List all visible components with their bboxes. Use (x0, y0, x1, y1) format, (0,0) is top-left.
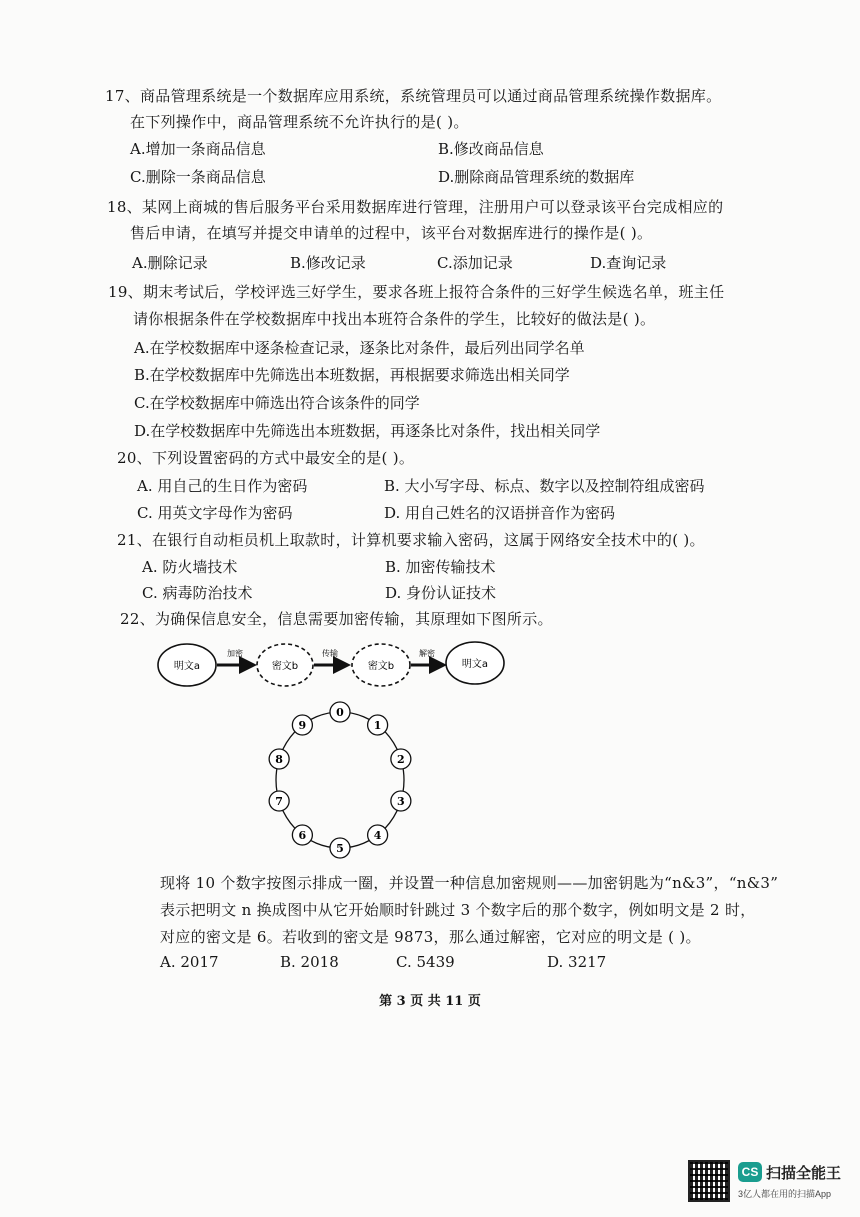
q18-stem-line2: 售后申请，在填写并提交申请单的过程中，该平台对数据库进行的操作是( )。 (130, 224, 653, 242)
flow-arrow-label: 解密 (419, 649, 435, 658)
q18-stem-line1: 18、某网上商城的售后服务平台采用数据库进行管理，注册用户可以登录该平台完成相应的 (107, 198, 724, 216)
ring-digit-label: 0 (336, 706, 344, 719)
flow-node-plaintext-start (158, 644, 216, 686)
ring-digit-node (368, 825, 388, 845)
ring-digit-node (391, 749, 411, 769)
q18-option-a: A.删除记录 (132, 254, 208, 272)
q17-option-d: D.删除商品管理系统的数据库 (438, 168, 635, 186)
q20-option-b: B. 大小写字母、标点、数字以及控制符组成密码 (384, 477, 705, 495)
q22-text-line1: 现将 10 个数字按图示排成一圈，并设置一种信息加密规则——加密钥匙为“n&3”，“n&3” (160, 874, 779, 892)
ring-digit-label: 7 (275, 795, 283, 809)
q17-option-c: C.删除一条商品信息 (130, 168, 266, 186)
q22-text-line3: 对应的密文是 6。若收到的密文是 9873，那么通过解密，它对应的明文是 ( )。 (160, 928, 701, 946)
q22-option-d: D. 3217 (547, 953, 607, 971)
ring-digit-label: 4 (373, 829, 382, 843)
q20-option-a: A. 用自己的生日作为密码 (137, 477, 308, 495)
ring-digit-label: 5 (336, 842, 344, 855)
ring-digit-node (330, 838, 350, 858)
flow-arrow-encrypt (217, 648, 254, 665)
flow-arrow-decrypt (411, 648, 444, 665)
q18-option-d: D.查询记录 (590, 254, 667, 272)
q21-option-c: C. 病毒防治技术 (142, 584, 253, 602)
flow-arrow-label: 传输 (322, 649, 338, 658)
brand-name: 扫描全能王 (766, 1165, 842, 1182)
q22-option-c: C. 5439 (396, 953, 455, 971)
q19-stem-line2: 请你根据条件在学校数据库中找出本班符合条件的学生，比较好的做法是( )。 (133, 310, 656, 328)
ring-digit-node (269, 791, 289, 811)
ring-digit-label: 3 (397, 795, 405, 809)
q17-stem-line1: 17、商品管理系统是一个数据库应用系统，系统管理员可以通过商品管理系统操作数据库。 (105, 87, 722, 105)
q18-option-c: C.添加记录 (437, 254, 513, 272)
q21-stem: 21、在银行自动柜员机上取款时，计算机要求输入密码，这属于网络安全技术中的( )。 (117, 531, 705, 549)
q22-option-a: A. 2017 (160, 953, 219, 971)
q21-option-a: A. 防火墙技术 (142, 558, 238, 576)
ring-digit-node (330, 702, 350, 722)
q17-stem-line2: 在下列操作中，商品管理系统不允许执行的是( )。 (130, 113, 469, 131)
flow-arrow-transmit (314, 648, 348, 665)
ring-digit-node (391, 791, 411, 811)
ring-digit-label: 1 (373, 718, 382, 732)
brand-tagline: 3亿人都在用的扫描App (738, 1189, 832, 1199)
ring-digit-label: 9 (298, 718, 307, 732)
q20-option-d: D. 用自己姓名的汉语拼音作为密码 (384, 504, 616, 522)
q20-option-c: C. 用英文字母作为密码 (137, 504, 293, 522)
flow-arrow-label: 加密 (227, 649, 243, 658)
flow-node-label: 密文b (271, 661, 299, 672)
ring-digit-label: 8 (275, 752, 283, 766)
ring-digit-node (368, 715, 388, 735)
q21-option-b: B. 加密传输技术 (385, 558, 496, 576)
ring-digit-node (292, 825, 312, 845)
encryption-flow-diagram (150, 638, 520, 694)
q19-option-b: B.在学校数据库中先筛选出本班数据，再根据要求筛选出相关同学 (134, 366, 570, 384)
q19-option-a: A.在学校数据库中逐条检查记录，逐条比对条件，最后列出同学名单 (134, 339, 585, 357)
q22-text-line2: 表示把明文 n 换成图中从它开始顺时针跳过 3 个数字后的那个数字，例如明文是 2 时， (160, 901, 756, 919)
flow-node-plaintext-end (446, 642, 504, 684)
q20-stem: 20、下列设置密码的方式中最安全的是( )。 (117, 449, 415, 467)
q21-option-d: D. 身份认证技术 (385, 584, 497, 602)
q17-option-b: B.修改商品信息 (438, 140, 544, 158)
flow-node-ciphertext-2 (352, 644, 410, 686)
flow-node-label: 明文a (461, 659, 489, 670)
ring-digit-label: 6 (298, 829, 307, 843)
camscanner-logo: CS (738, 1162, 762, 1182)
ring-digit-node (292, 715, 312, 735)
q22-option-b: B. 2018 (280, 953, 339, 971)
q19-option-d: D.在学校数据库中先筛选出本班数据，再逐条比对条件，找出相关同学 (134, 422, 601, 440)
page-footer: 第 3 页 共 11 页 (379, 994, 481, 1009)
q18-option-b: B.修改记录 (290, 254, 366, 272)
digit-ring-diagram (250, 698, 430, 864)
ring-digit-node (269, 749, 289, 769)
q19-stem-line1: 19、期末考试后，学校评选三好学生，要求各班上报符合条件的三好学生候选名单，班主任 (108, 283, 725, 301)
q19-option-c: C.在学校数据库中筛选出符合该条件的同学 (134, 394, 420, 412)
q22-stem: 22、为确保信息安全，信息需要加密传输，其原理如下图所示。 (120, 610, 553, 628)
flow-node-ciphertext-1 (257, 644, 313, 686)
q17-option-a: A.增加一条商品信息 (130, 140, 266, 158)
qr-code-icon (688, 1160, 730, 1202)
ring-digit-label: 2 (397, 752, 405, 766)
flow-node-label: 密文b (367, 661, 395, 672)
flow-node-label: 明文a (173, 661, 201, 672)
